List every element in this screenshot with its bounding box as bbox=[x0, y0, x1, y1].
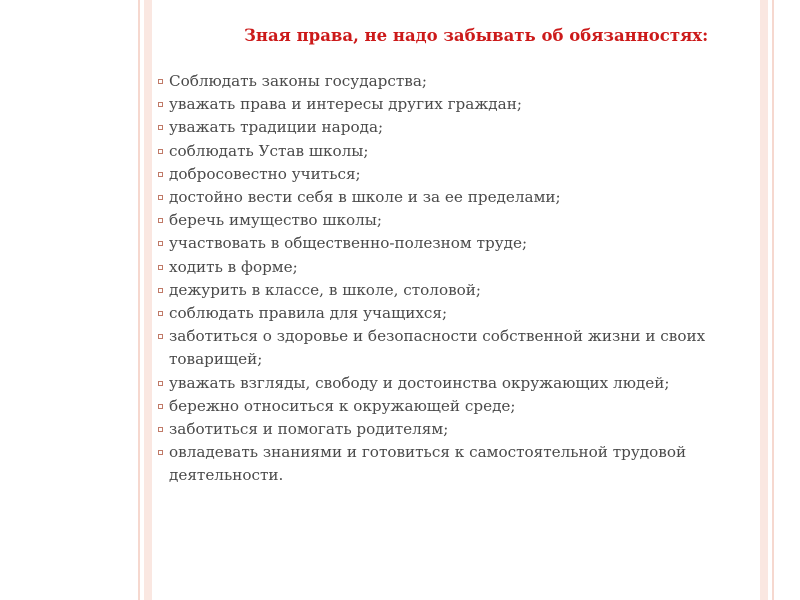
list-item-text: участвовать в общественно-полезном труде; bbox=[169, 234, 528, 253]
list-item bbox=[158, 372, 748, 395]
square-bullet-icon bbox=[158, 241, 163, 246]
square-bullet-icon bbox=[158, 404, 163, 409]
list-item-text: ходить в форме; bbox=[169, 257, 298, 276]
list-item bbox=[158, 209, 748, 232]
square-bullet-icon bbox=[158, 427, 163, 432]
list-item-text: соблюдать Устав школы; bbox=[169, 141, 369, 160]
square-bullet-icon bbox=[158, 265, 163, 270]
list-item bbox=[158, 279, 748, 302]
list-item-text: беречь имущество школы; bbox=[169, 211, 382, 230]
decorative-frame-band bbox=[144, 0, 152, 600]
square-bullet-icon bbox=[158, 334, 163, 339]
square-bullet-icon bbox=[158, 311, 163, 316]
list-item bbox=[158, 232, 748, 255]
list-item bbox=[158, 302, 748, 325]
list-item-text: Соблюдать законы государства; bbox=[169, 72, 427, 90]
list-item-text: заботиться и помогать родителям; bbox=[169, 420, 449, 439]
list-item-text: овладевать знаниями и готовиться к самостоятельной трудовой деятельности. bbox=[169, 443, 687, 485]
list-item-text: уважать традиции народа; bbox=[169, 118, 384, 137]
list-item-text: соблюдать правила для учащихся; bbox=[169, 304, 448, 323]
decorative-frame-band bbox=[760, 0, 768, 600]
list-item-text: достойно вести себя в школе и за ее пределами; bbox=[169, 188, 561, 207]
square-bullet-icon bbox=[158, 125, 163, 130]
square-bullet-icon bbox=[158, 218, 163, 223]
list-item-text: уважать взгляды, свободу и достоинства окружающих людей; bbox=[169, 373, 670, 392]
duties-list bbox=[158, 70, 748, 488]
list-item-text: заботиться о здоровье и безопасности собственной жизни и своих товарищей; bbox=[169, 327, 706, 369]
square-bullet-icon bbox=[158, 381, 163, 386]
list-item bbox=[158, 395, 748, 418]
list-item-text: уважать права и интересы других граждан; bbox=[169, 95, 522, 114]
square-bullet-icon bbox=[158, 195, 163, 200]
square-bullet-icon bbox=[158, 79, 163, 84]
list-item bbox=[158, 256, 748, 279]
list-item bbox=[158, 70, 748, 93]
square-bullet-icon bbox=[158, 172, 163, 177]
list-item bbox=[158, 93, 748, 116]
square-bullet-icon bbox=[158, 149, 163, 154]
list-item bbox=[158, 186, 748, 209]
decorative-frame-line bbox=[772, 0, 774, 600]
decorative-frame-line bbox=[138, 0, 140, 600]
list-item bbox=[158, 163, 748, 186]
list-item bbox=[158, 441, 748, 487]
square-bullet-icon bbox=[158, 450, 163, 455]
list-item bbox=[158, 116, 748, 139]
slide-title: Зная права, не надо забывать об обязанностях: bbox=[244, 26, 709, 45]
list-item bbox=[158, 418, 748, 441]
list-item-text: дежурить в классе, в школе, столовой; bbox=[169, 280, 482, 299]
list-item-text: бережно относиться к окружающей среде; bbox=[169, 396, 516, 415]
list-item-text: добросовестно учиться; bbox=[169, 164, 361, 183]
square-bullet-icon bbox=[158, 102, 163, 107]
square-bullet-icon bbox=[158, 288, 163, 293]
list-item bbox=[158, 140, 748, 163]
list-item bbox=[158, 325, 748, 371]
